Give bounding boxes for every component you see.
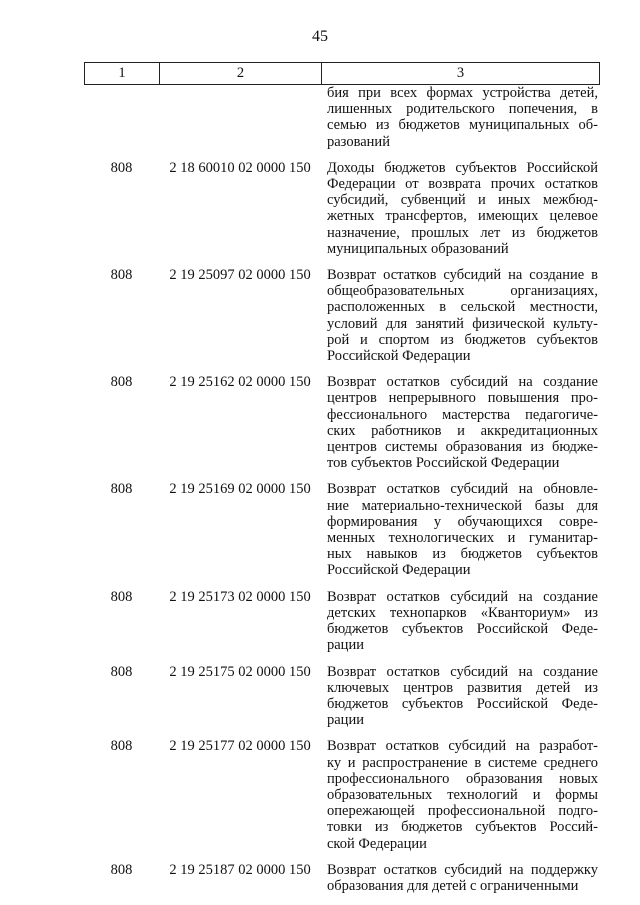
description-line: образовательных технологий и формы [327,786,598,803]
description-line: Российской Федерации [327,562,471,579]
description-line: центров системы образования из бюдже- [327,439,598,456]
row-spacer [84,728,600,738]
description-line: условий для занятий физической культу- [327,315,598,332]
description-line: центров непрерывного повышения про- [327,390,598,407]
description-line: детских технопарков «Кванториум» из [327,604,598,621]
table-row [84,738,600,851]
row-spacer [84,654,600,664]
table-row [84,664,600,729]
description-line: формирования у обучающихся совре- [327,513,598,530]
admin-code-cell: 808 [110,481,133,498]
description-line: тов субъектов Российской Федерации [327,455,560,472]
description-line: ской Федерации [327,835,427,852]
admin-code-cell: 808 [110,159,133,176]
admin-code-cell: 808 [110,374,133,391]
admin-code-cell: 808 [110,588,133,605]
table-row [84,862,600,894]
table-header [84,62,600,85]
table-row [84,267,600,364]
description-line: муниципальных образований [327,240,509,257]
description-line: семью из бюджетов муниципальных об- [327,117,598,134]
column-header-1: 1 [85,63,160,85]
description-cell [327,481,598,578]
row-spacer [84,364,600,374]
description-line: жетных трансфертов, имеющих целевое [327,208,598,225]
description-line: Возврат остатков субсидий на создание в [327,267,598,284]
description-line: Возврат остатков субсидий на создание [327,663,598,680]
page-number: 45 [312,28,328,45]
description-cell [327,862,598,894]
row-spacer [84,579,600,589]
description-line: ных навыков из бюджетов субъектов [327,546,598,563]
description-line: профессионального образования новых [327,770,598,787]
description-line: менных технологических и гуманитар- [327,530,598,547]
table-row [84,589,600,654]
description-line: лишенных родительского попечения, в [327,101,598,118]
kbk-code-cell: 2 19 25097 02 0000 150 [169,267,311,284]
table-row [84,160,600,257]
description-cell [327,664,598,729]
description-cell [327,738,598,851]
admin-code-cell: 808 [110,663,133,680]
row-spacer [84,257,600,267]
description-line: рой и спортом из бюджетов субъектов [327,331,598,348]
description-line: Возврат остатков субсидий на создание [327,588,598,605]
description-line: Возврат остатков субсидий на обновле- [327,481,598,498]
row-spacer [84,150,600,160]
kbk-code-cell: 2 18 60010 02 0000 150 [169,159,311,176]
description-line: ключевых центров развития детей из [327,679,598,696]
description-line: расположенных в сельской местности, [327,299,598,316]
description-line: опережающей профессиональной подго- [327,803,598,820]
description-line: бия при всех формах устройства детей, [327,85,598,101]
admin-code-cell: 808 [110,267,133,284]
kbk-code-cell: 2 19 25162 02 0000 150 [169,374,311,391]
description-line: разований [327,133,390,150]
description-line: Федерации от возврата прочих остатков [327,176,598,193]
admin-code-cell: 808 [110,738,133,755]
description-line: бюджетов субъектов Российской Феде- [327,621,598,638]
column-header-3: 3 [322,63,600,85]
kbk-code-cell: 2 19 25175 02 0000 150 [169,663,311,680]
description-cell [327,589,598,654]
description-cell [327,85,598,150]
description-line: образования для детей с ограниченными [327,877,579,894]
table-row [84,374,600,471]
row-spacer [84,852,600,862]
description-line: Российской Федерации [327,348,471,365]
description-cell [327,374,598,471]
kbk-code-cell: 2 19 25177 02 0000 150 [169,738,311,755]
description-line: Возврат остатков субсидий на поддержку [327,861,598,878]
table-row [84,481,600,578]
table-row [84,85,600,150]
description-line: рации [327,712,364,729]
description-line: ние материально-технической базы для [327,497,598,514]
description-line: Возврат остатков субсидий на создание [327,374,598,391]
description-line: ку и распространение в системе среднего [327,754,598,771]
description-line: бюджетов субъектов Российской Феде- [327,695,598,712]
description-line: назначение, прошлых лет из бюджетов [327,224,598,241]
description-line: Доходы бюджетов субъектов Российской [327,159,598,176]
kbk-code-cell: 2 19 25187 02 0000 150 [169,861,311,878]
admin-code-cell: 808 [110,861,133,878]
kbk-code-cell: 2 19 25169 02 0000 150 [169,481,311,498]
description-line: рации [327,637,364,654]
kbk-code-cell: 2 19 25173 02 0000 150 [169,588,311,605]
description-cell [327,267,598,364]
description-line: фессионального мастерства педагогиче- [327,406,598,423]
kbk-code-cell [159,85,321,150]
description-cell [327,160,598,257]
table-body [84,85,600,894]
description-line: товки из бюджетов субъектов Россий- [327,819,598,836]
description-line: Возврат остатков субсидий на разработ- [327,738,598,755]
row-spacer [84,471,600,481]
description-line: субсидий, субвенций и иных межбюд- [327,192,598,209]
description-line: общеобразовательных организациях, [327,283,598,300]
column-header-2: 2 [160,63,322,85]
description-line: ских работников и аккредитационных [327,422,598,439]
admin-code-cell [84,85,159,150]
